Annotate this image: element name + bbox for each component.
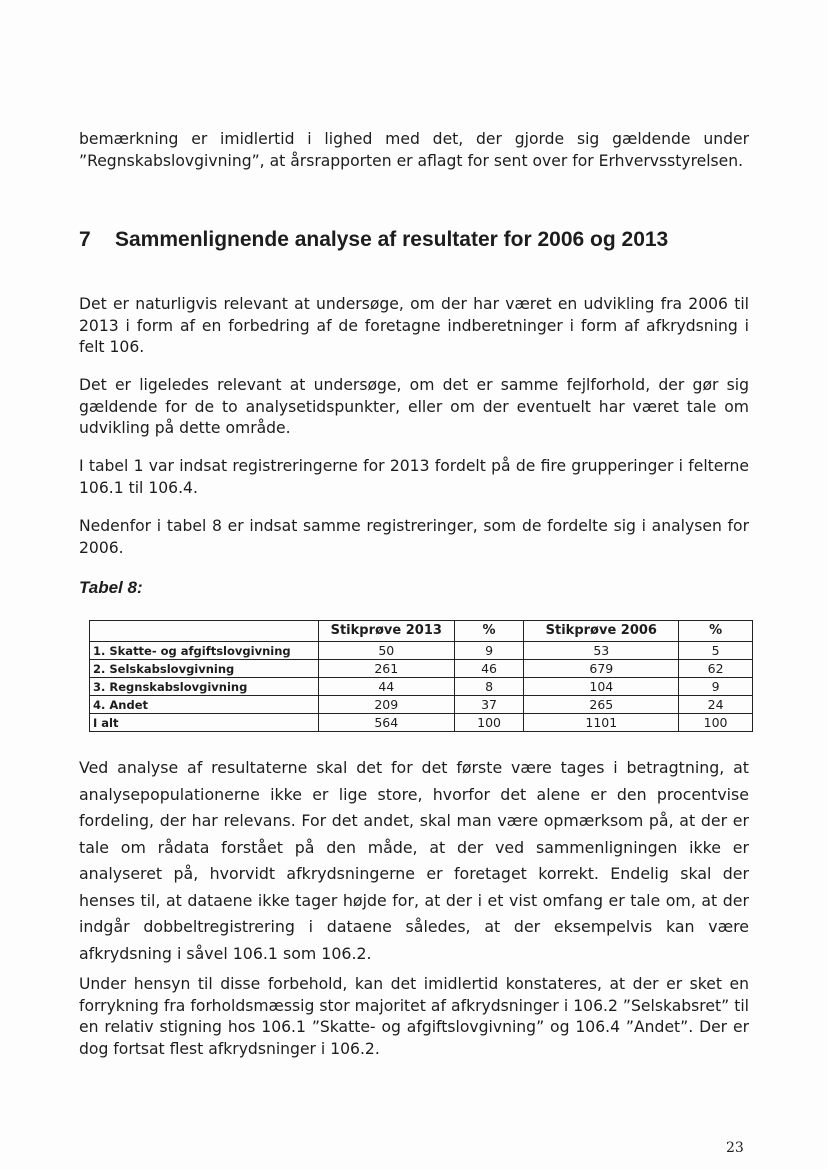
table-row — [90, 660, 753, 678]
table-cell: 9 — [454, 642, 524, 660]
comparison-table — [89, 620, 753, 732]
paragraph-5: Ved analyse af resultaterne skal det for det første være tages i betragtning, at analysepopulationerne ikke er lige store, hvorfor det alene er den procentvise fordeling, der har relevans. For det andet, skal man være opmærksom på, at der er tale om rådata forstået på den måde, at der ved sammenligningen ikke er analyseret på, hvorvidt afkrydsningerne er foretaget korrekt. Endelig skal der henses til, at dataene ikke tager højde for, at der i et vist omfang er tale om, at der indgår dobbeltregistrering i dataene således, at der eksempelvis kan være afkrydsning i såvel 106.1 som 106.2. — [79, 758, 749, 963]
table-header-row — [90, 621, 753, 642]
paragraph-1: Det er naturligvis relevant at undersøge, om der har været en udvikling fra 2006 til 2013 i form af en forbedring af de foretagne indberetninger i form af afkrydsning i felt 106. — [79, 295, 749, 356]
paragraph-4: Nedenfor i tabel 8 er indsat samme registreringer, som de fordelte sig i analysen for 2006. — [79, 517, 749, 557]
table-cell: 261 — [318, 660, 454, 678]
table-cell: 46 — [454, 660, 524, 678]
row-label: I alt — [90, 714, 319, 732]
table-cell: 679 — [524, 660, 679, 678]
table-cell: 1101 — [524, 714, 679, 732]
table-cell: 50 — [318, 642, 454, 660]
header-cell — [90, 621, 319, 642]
section-number: 7 — [79, 228, 91, 251]
header-cell: Stikprøve 2006 — [524, 621, 679, 642]
section-title: Sammenlignende analyse af resultater for 2006 og 2013 — [115, 228, 669, 251]
table-cell: 44 — [318, 678, 454, 696]
paragraph-3: I tabel 1 var indsat registreringerne for 2013 fordelt på de fire grupperinger i felterne 106.1 til 106.4. — [79, 457, 749, 497]
header-cell: Stikprøve 2013 — [318, 621, 454, 642]
table-cell: 37 — [454, 696, 524, 714]
row-label: 1. Skatte- og afgiftslovgivning — [90, 642, 319, 660]
header-cell: % — [454, 621, 524, 642]
table-cell: 265 — [524, 696, 679, 714]
table-row — [90, 696, 753, 714]
paragraph-2: Det er ligeledes relevant at undersøge, om det er samme fejlforhold, der gør sig gældende for de to analysetidspunkter, eller om der eventuelt har været tale om udvikling på dette område. — [79, 376, 749, 437]
table-cell: 209 — [318, 696, 454, 714]
row-label: 3. Regnskabslovgivning — [90, 678, 319, 696]
table-row — [90, 678, 753, 696]
table-cell: 53 — [524, 642, 679, 660]
table-cell: 100 — [679, 714, 753, 732]
table-cell: 24 — [679, 696, 753, 714]
table-caption: Tabel 8: — [79, 578, 143, 597]
table-cell: 100 — [454, 714, 524, 732]
table-cell: 564 — [318, 714, 454, 732]
paragraph-intro: bemærkning er imidlertid i lighed med det, der gjorde sig gældende under ”Regnskabslovgivning”, at årsrapporten er aflagt for sent over for Erhvervsstyrelsen. — [79, 130, 749, 170]
table-cell: 104 — [524, 678, 679, 696]
row-label: 2. Selskabslovgivning — [90, 660, 319, 678]
table-cell: 9 — [679, 678, 753, 696]
table-cell: 5 — [679, 642, 753, 660]
table-cell: 8 — [454, 678, 524, 696]
table-cell: 62 — [679, 660, 753, 678]
paragraph-6: Under hensyn til disse forbehold, kan det imidlertid konstateres, at der er sket en forrykning fra forholdsmæssig stor majoritet af afkrydsninger i 106.2 ”Selskabsret” til en relativ stigning hos 106.1 ”Skatte- og afgiftslovgivning” og 106.4 ”Andet”. Der er dog fortsat flest afkrydsninger i 106.2. — [79, 975, 749, 1058]
header-cell: % — [679, 621, 753, 642]
table-total-row — [90, 714, 753, 732]
row-label: 4. Andet — [90, 696, 319, 714]
section-heading — [79, 228, 779, 252]
table-row — [90, 642, 753, 660]
page-number: 23 — [726, 1140, 744, 1156]
